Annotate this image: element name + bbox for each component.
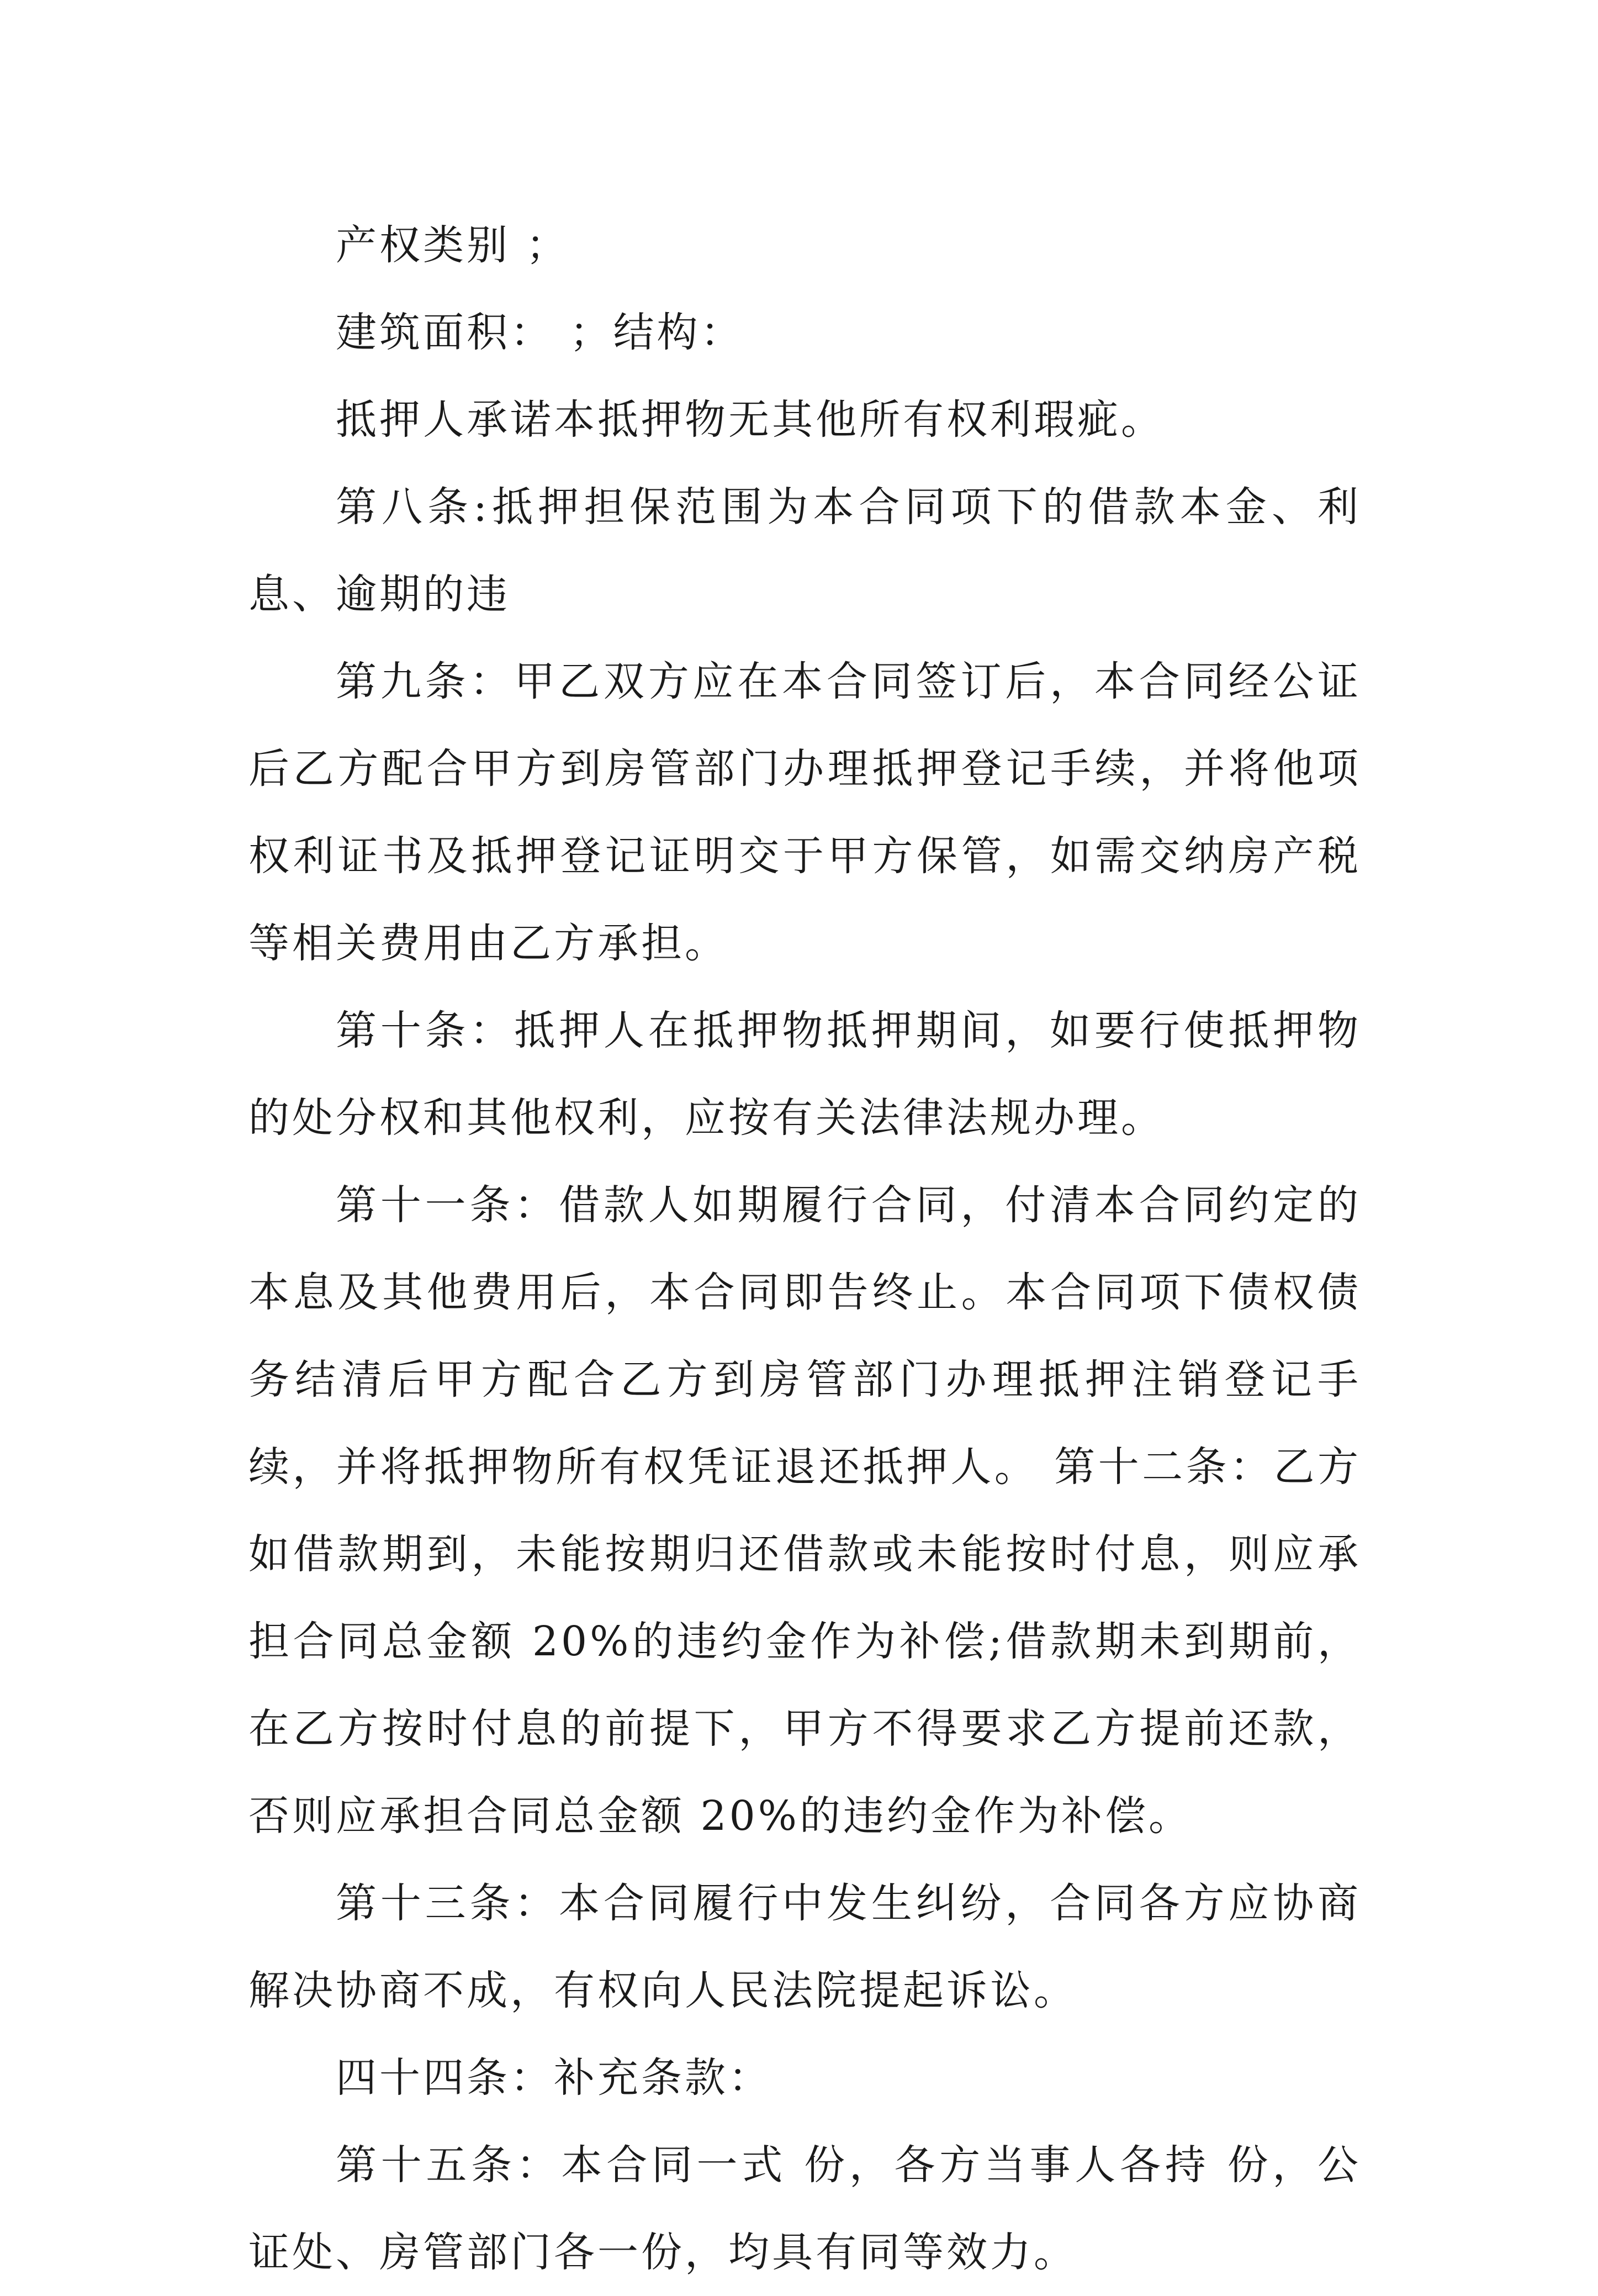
paragraph-mortgagor-commitment: 抵押人承诺本抵押物无其他所有权利瑕疵。 [336, 396, 1165, 444]
paragraph-building-area: 建筑面积： ；结构： [336, 309, 744, 356]
article-13: 第十三条：本合同履行中发生纠纷，合同各方应协商解决协商不成，有权向人民法院提起诉讼。 [248, 1880, 1361, 2014]
paragraph-property-type: 产权类别 ； [336, 221, 570, 269]
article-14: 四十四条：补充条款： [336, 2054, 772, 2102]
article-11-12: 第十一条：借款人如期履行合同，付清本合同约定的本息及其他费用后，本合同即告终止。本合同项下债权债务结清后甲方配合乙方到房管部门办理抵押注销登记手续，并将抵押物所有权凭证退还抵押人。 第十二条：乙方如借款期到，未能按期归还借款或未能按时付息，则应承担合同总金额 20%的违约金作为补偿;借款期未到期前，在乙方按时付息的前提下，甲方不得要求乙方提前还款，否则应承担合同总金额 20%的违约金作为补偿。 [248, 1181, 1361, 1840]
article-8: 第八条:抵押担保范围为本合同项下的借款本金、利息、逾期的违 [248, 483, 1361, 618]
article-15: 第十五条：本合同一式 份，各方当事人各持 份，公证处、房管部门各一份，均具有同等效力。 [248, 2141, 1361, 2276]
article-9: 第九条：甲乙双方应在本合同签订后，本合同经公证后乙方配合甲方到房管部门办理抵押登记手续，并将他项权利证书及抵押登记证明交于甲方保管，如需交纳房产税等相关费用由乙方承担。 [248, 658, 1361, 967]
document-body [248, 202, 1361, 2296]
article-10: 第十条：抵押人在抵押物抵押期间，如要行使抵押物的处分权和其他权利，应按有关法律法规办理。 [248, 1007, 1361, 1142]
